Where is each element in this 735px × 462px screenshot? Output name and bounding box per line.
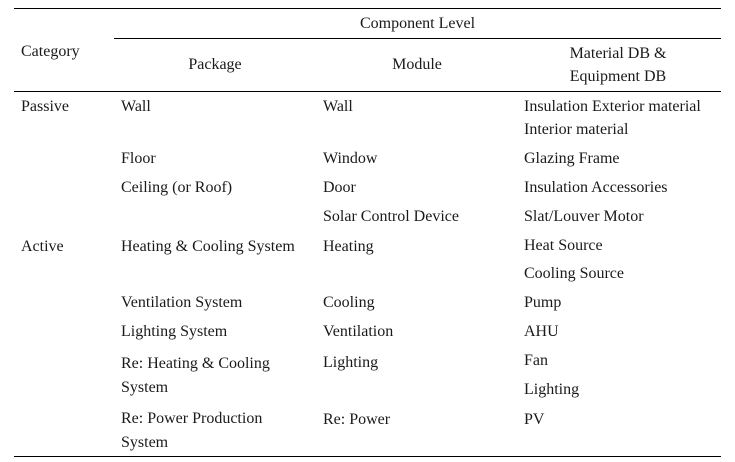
package-cell: Heating & Cooling System: [121, 238, 295, 255]
material-cell: Interior material: [524, 121, 629, 138]
module-cell: Ventilation: [323, 323, 394, 340]
bottom-rule: [14, 456, 721, 457]
component-level-rule: [114, 38, 721, 39]
material-cell: Insulation Accessories: [524, 179, 668, 196]
header-package: Package: [188, 56, 242, 73]
header-category: Category: [21, 43, 80, 60]
header-material-line1: Material DB &: [569, 45, 667, 62]
category-passive: Passive: [21, 98, 69, 115]
module-cell: Heating: [323, 238, 374, 255]
module-cell: Solar Control Device: [323, 208, 459, 225]
module-cell: Cooling: [323, 294, 375, 311]
package-cell: Re: Heating & Cooling: [121, 355, 270, 372]
package-cell: Floor: [121, 150, 156, 167]
module-cell: Wall: [323, 98, 353, 115]
material-cell: PV: [524, 411, 545, 428]
header-bottom-rule: [14, 91, 721, 92]
package-cell: System: [121, 434, 169, 451]
package-cell: Ventilation System: [121, 294, 243, 311]
material-cell: Lighting: [524, 381, 580, 398]
package-cell: Wall: [121, 98, 151, 115]
module-cell: Re: Power: [323, 411, 391, 428]
material-cell: Heat Source: [524, 237, 603, 254]
module-cell: Door: [323, 179, 356, 196]
category-active: Active: [21, 238, 64, 255]
header-module: Module: [392, 56, 442, 73]
top-rule: [14, 8, 721, 9]
module-cell: Window: [323, 150, 378, 167]
material-cell: Insulation Exterior material: [524, 98, 701, 115]
package-cell: Lighting System: [121, 323, 228, 340]
package-cell: Re: Power Production: [121, 410, 263, 427]
header-material-line2: Equipment DB: [569, 68, 667, 85]
material-cell: Slat/Louver Motor: [524, 208, 644, 225]
material-cell: AHU: [524, 323, 559, 340]
material-cell: Glazing Frame: [524, 150, 620, 167]
package-cell: System: [121, 379, 169, 396]
package-cell: Ceiling (or Roof): [121, 179, 233, 196]
header-component-level: Component Level: [359, 15, 476, 32]
material-cell: Cooling Source: [524, 265, 624, 282]
material-cell: Pump: [524, 294, 562, 311]
module-cell: Lighting: [323, 354, 379, 371]
material-cell: Fan: [524, 352, 548, 369]
